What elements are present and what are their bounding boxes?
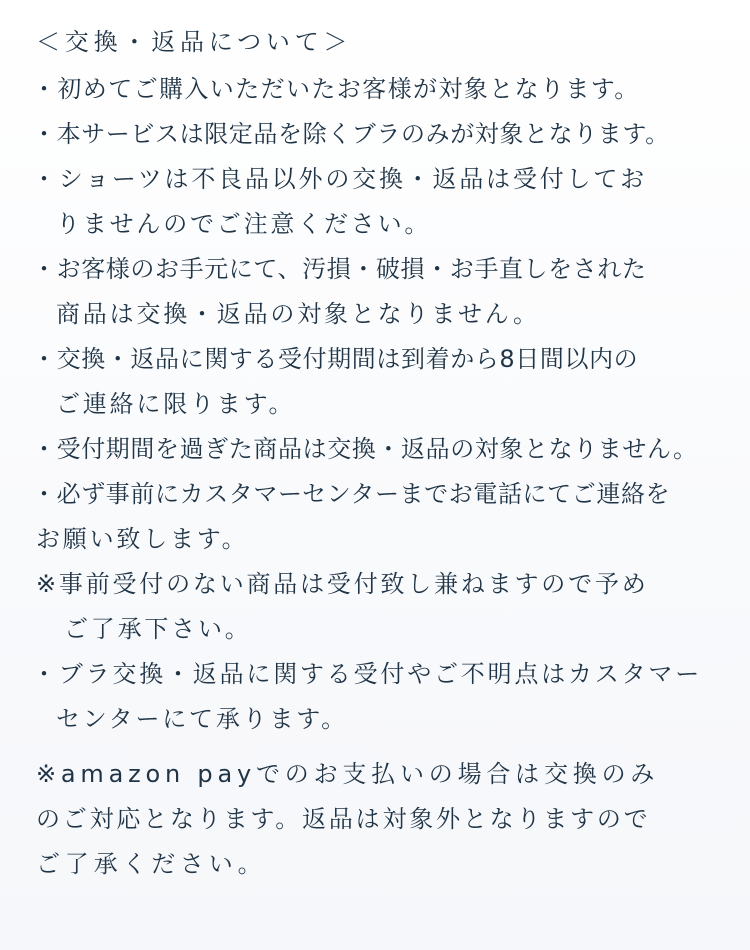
policy-line-continuation: センターにて承ります。	[56, 705, 348, 733]
policy-heading: ＜交換・返品について＞	[36, 28, 353, 56]
policy-line: ・初めてご購入いただいたお客様が対象となります。	[32, 75, 640, 103]
policy-note-continuation: のご対応となります。返品は対象外となりますので	[36, 805, 651, 833]
policy-line-continuation: 商品は交換・返品の対象となりません。	[56, 300, 540, 328]
policy-line: ・必ず事前にカスタマーセンターまでお電話にてご連絡を	[32, 480, 671, 508]
policy-note-continuation: ご了承下さい。	[64, 615, 252, 643]
policy-note-continuation: ご了承ください。	[36, 850, 267, 878]
policy-note: ※amazon payでのお支払いの場合は交換のみ	[36, 760, 660, 788]
policy-note: ※事前受付のない商品は受付致し兼ねますので予め	[36, 570, 649, 598]
policy-line: ・ショーツは不良品以外の交換・返品は受付してお	[32, 165, 647, 193]
policy-line: ・本サービスは限定品を除くブラのみが対象となります。	[32, 120, 670, 148]
policy-line-continuation: ご連絡に限ります。	[56, 390, 296, 418]
policy-line: ・交換・返品に関する受付期間は到着から8日間以内の	[32, 345, 639, 373]
policy-line-continuation: りませんのでご注意ください。	[56, 210, 432, 238]
policy-line-continuation: お願い致します。	[36, 525, 249, 553]
policy-line: ・ブラ交換・返品に関する受付やご不明点はカスタマー	[32, 660, 702, 688]
policy-line: ・お客様のお手元にて、汚損・破損・お手直しをされた	[32, 255, 647, 283]
policy-line: ・受付期間を過ぎた商品は交換・返品の対象となりません。	[32, 435, 698, 463]
